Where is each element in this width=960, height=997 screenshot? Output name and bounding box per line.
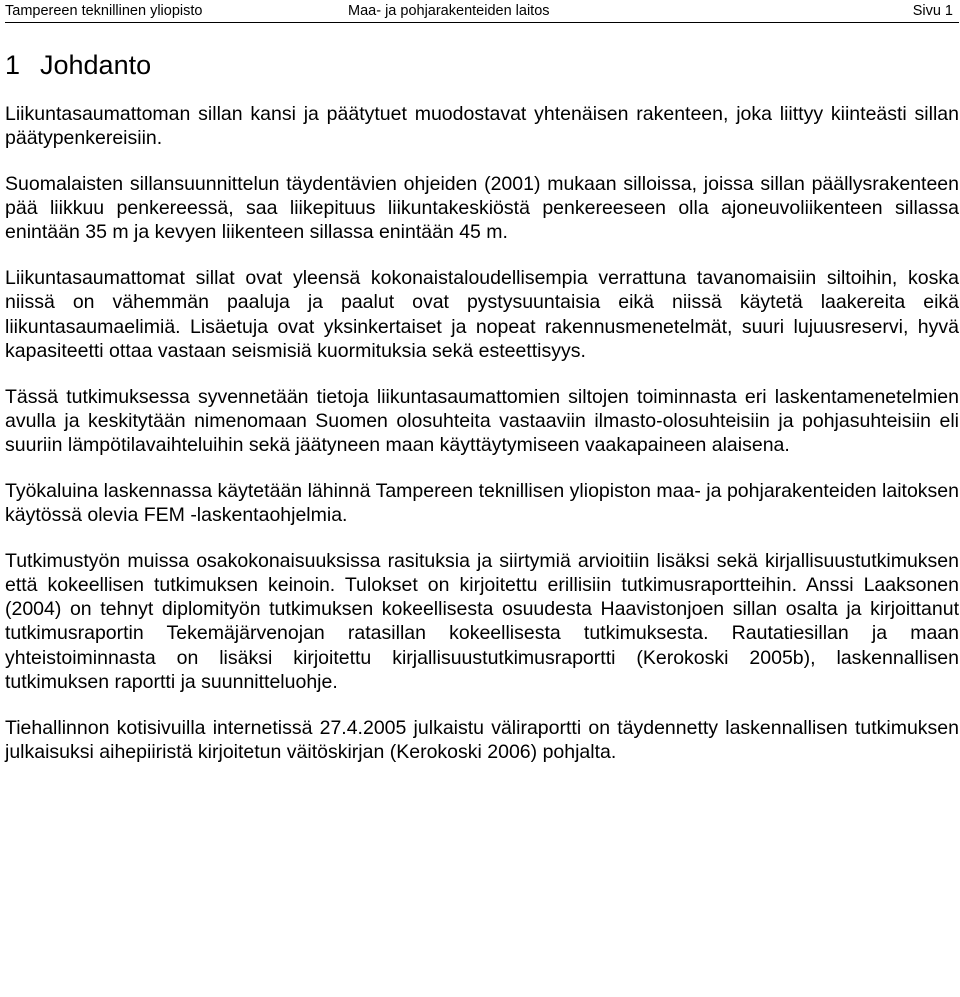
paragraph: Tiehallinnon kotisivuilla internetissä 27.4.2005 julkaistu väliraportti on täydennetty laskennallisen tutkimuksen julkaisuksi aihepiiristä kirjoitetun väitöskirjan (Kerokoski 2006) pohjalta. bbox=[5, 716, 959, 763]
header-department: Maa- ja pohjarakenteiden laitos bbox=[348, 3, 550, 19]
paragraph: Suomalaisten sillansuunnittelun täydentävien ohjeiden (2001) mukaan silloissa, joissa sillan päällysrakenteen pää liikkuu penkereessä, saa liikepituus liikuntakeskiöstä penkereeseen olla ajoneuvoliikenteen sillassa enintään 35 m ja kevyen liikenteen sillassa enintään 45 m. bbox=[5, 173, 959, 244]
body-text bbox=[5, 102, 959, 764]
paragraph: Liikuntasaumattomat sillat ovat yleensä kokonaistaloudellisempia verrattuna tavanomaisiin siltoihin, koska niissä on vähemmän paaluja ja paalut ovat pystysuuntaisia eikä niissä käytetä laakereita eikä liikuntasaumaelimiä. Lisäetuja ovat yksinkertaiset ja nopeat rakennusmenetelmät, suuri lujuusreservi, hyvä kapasiteetti ottaa vastaan seismisiä kuormituksia sekä esteettisyys. bbox=[5, 267, 959, 362]
paragraph: Liikuntasaumattoman sillan kansi ja päätytuet muodostavat yhtenäisen rakenteen, joka liittyy kiinteästi sillan päätypenkereisiin. bbox=[5, 103, 959, 150]
running-header bbox=[5, 0, 959, 23]
paragraph: Tässä tutkimuksessa syvennetään tietoja liikuntasaumattomien siltojen toiminnasta eri laskentamenetelmien avulla ja keskitytään nimenomaan Suomen olosuhteita vastaaviin ilmasto-olosuhteisiin ja pohjasuhteisiin eli suuriin lämpötilavaihteluihin sekä jäätyneen maan käyttäytymiseen vaakapaineen alaisena. bbox=[5, 385, 959, 457]
paragraph: Tutkimustyön muissa osakokonaisuuksissa rasituksia ja siirtymiä arvioitiin lisäksi sekä kirjallisuustutkimuksen että kokeellisen tutkimuksen keinoin. Tulokset on kirjoitettu erillisiin tutkimusraportteihin. Anssi Laaksonen (2004) on tehnyt diplomityön tutkimuksen kokeellisesta osuudesta Haavistonjoen sillan osalta ja kirjoittanut tutkimusraportin Tekemäjärvenojan ratasillan kokeellisesta tutkimuksesta. Rautatiesillan ja maan yhteistoiminnasta on lisäksi kirjoitettu kirjallisuustutkimusraportti (Kerokoski 2005b), laskennallisen tutkimuksen raportti ja suunnitteluohje. bbox=[5, 549, 959, 693]
chapter-title: Johdanto bbox=[40, 50, 152, 80]
chapter-number: 1 bbox=[5, 50, 21, 80]
paragraph: Työkaluina laskennassa käytetään lähinnä Tampereen teknillisen yliopiston maa- ja pohjarakenteiden laitoksen käytössä olevia FEM -laskentaohjelmia. bbox=[5, 479, 959, 527]
header-institution: Tampereen teknillinen yliopisto bbox=[5, 3, 203, 19]
header-page-number: Sivu 1 bbox=[912, 3, 953, 19]
chapter-heading bbox=[5, 49, 959, 81]
